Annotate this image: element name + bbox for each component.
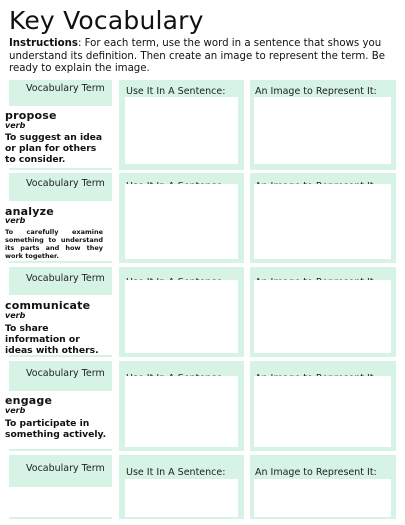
vocab-term-label: Vocabulary Term	[26, 178, 105, 189]
image-box[interactable]	[254, 479, 391, 517]
vocab-term-label: Vocabulary Term	[26, 273, 105, 284]
vocab-row	[5, 361, 396, 451]
vocab-row	[5, 173, 396, 263]
term-word: engage	[5, 394, 53, 407]
image-header: An Image to Represent It:	[255, 467, 377, 478]
part-of-speech: verb	[5, 121, 26, 130]
instructions	[9, 38, 399, 76]
instructions-text: : For each term, use the word in a sentence that shows you understand its definition. Then create an image to represent the term. Be ready to explain the image.	[9, 38, 386, 74]
vocab-row	[9, 455, 396, 519]
image-box[interactable]	[254, 280, 391, 353]
part-of-speech: verb	[5, 311, 26, 320]
vocab-term-label: Vocabulary Term	[26, 368, 105, 379]
image-box[interactable]	[254, 376, 391, 447]
term-definition: To suggest an idea or plan for others to consider.	[5, 132, 103, 165]
sentence-box[interactable]	[125, 479, 238, 517]
sentence-header: Use It In A Sentence:	[126, 467, 226, 478]
part-of-speech: verb	[5, 216, 26, 225]
term-word: analyze	[5, 205, 54, 218]
term-definition: To carefully examine something to understand its parts and how they work together.	[5, 228, 103, 260]
image-header: An Image to Represent It:	[255, 86, 377, 97]
sentence-box[interactable]	[125, 97, 238, 164]
vocab-term-label: Vocabulary Term	[26, 83, 105, 94]
sentence-box[interactable]	[125, 184, 238, 259]
page-title: Key Vocabulary	[9, 6, 204, 35]
term-box	[9, 487, 112, 517]
term-word: propose	[5, 109, 57, 122]
instructions-label: Instructions	[9, 38, 78, 49]
term-definition: To participate in something actively.	[5, 418, 107, 440]
vocab-row	[5, 80, 396, 170]
image-box[interactable]	[254, 184, 391, 259]
sentence-header: Use It In A Sentence:	[126, 86, 226, 97]
term-word: communicate	[5, 299, 91, 312]
sentence-box[interactable]	[125, 376, 238, 447]
term-definition: To share information or ideas with others.	[5, 323, 99, 356]
image-box[interactable]	[254, 97, 391, 164]
vocab-row	[5, 267, 396, 357]
part-of-speech: verb	[5, 406, 26, 415]
vocab-term-label: Vocabulary Term	[26, 463, 105, 474]
sentence-box[interactable]	[125, 280, 238, 353]
